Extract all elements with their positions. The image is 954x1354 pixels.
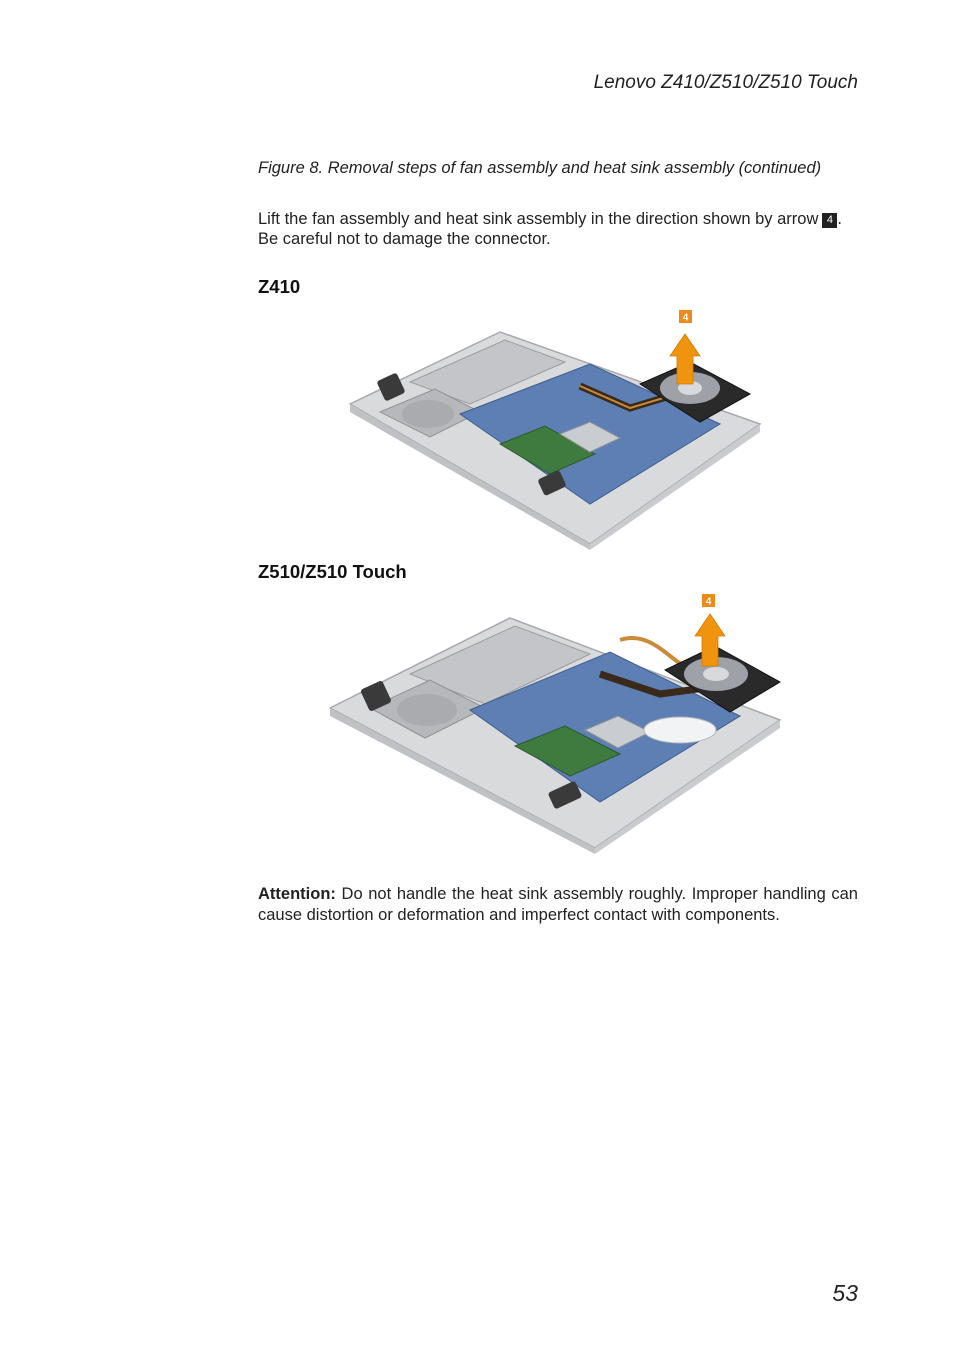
attention-label: Attention:	[258, 885, 336, 903]
page-header-title: Lenovo Z410/Z510/Z510 Touch	[593, 72, 858, 93]
section-heading-z410: Z410	[258, 276, 301, 297]
instruction-text-after: . Be careful not to damage the connector.	[258, 210, 842, 248]
page-number: 53	[832, 1280, 858, 1306]
instruction-text-before: Lift the fan assembly and heat sink assembly in the direction shown by arrow	[258, 210, 819, 228]
instruction-paragraph	[258, 209, 858, 249]
attention-note	[258, 884, 858, 926]
attention-text: Do not handle the heat sink assembly roughly. Improper handling can cause distortion or deformation and imperfect contact with components.	[258, 885, 858, 924]
z410-fan-removal-illustration	[340, 304, 780, 554]
step-number-badge: 4	[822, 213, 837, 228]
z510-fan-removal-illustration	[320, 590, 800, 860]
step-badge-label: 4	[705, 596, 712, 608]
section-heading-z510: Z510/Z510 Touch	[258, 561, 407, 582]
figure-caption: Figure 8. Removal steps of fan assembly and heat sink assembly (continued)	[258, 159, 822, 177]
step-badge-label: 4	[682, 312, 689, 324]
